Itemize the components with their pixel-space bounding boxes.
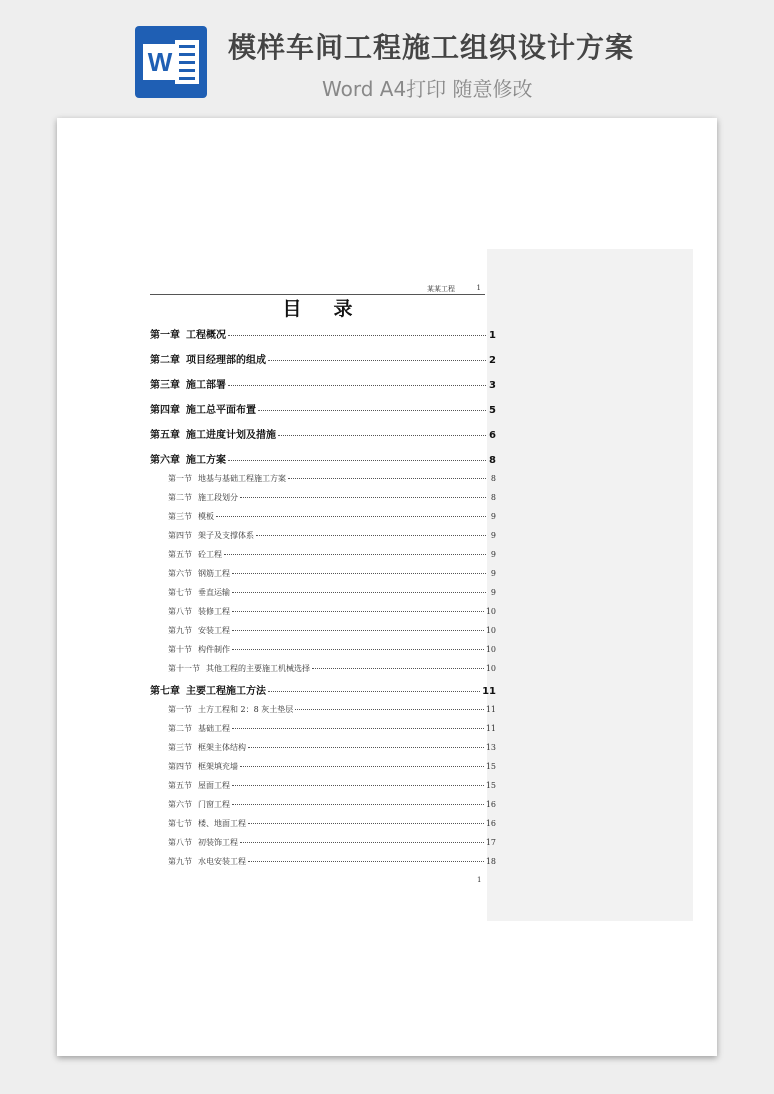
toc-leader-dots <box>232 728 484 729</box>
toc-leader-dots <box>240 497 486 498</box>
toc-entry-page: 8 <box>489 455 496 466</box>
toc-entry-number: 第五章 <box>150 430 180 441</box>
toc-entry-page: 11 <box>485 724 496 733</box>
toc-entry-page: 11 <box>482 686 496 697</box>
toc-chapter-entry[interactable] <box>150 326 496 341</box>
toc-entry-title: 基础工程 <box>198 724 230 733</box>
toc-section-entry[interactable] <box>168 818 496 829</box>
toc-entry-page: 10 <box>485 645 496 654</box>
toc-entry-title: 地基与基础工程施工方案 <box>198 474 286 483</box>
toc-leader-dots <box>240 842 484 843</box>
toc-entry-page: 17 <box>485 838 496 847</box>
toc-entry-number: 第六节 <box>168 800 192 809</box>
toc-entry-number: 第八节 <box>168 607 192 616</box>
toc-chapter-entry[interactable] <box>150 351 496 366</box>
toc-leader-dots <box>216 516 486 517</box>
toc-entry-number: 第四章 <box>150 405 180 416</box>
toc-entry-page: 3 <box>489 380 496 391</box>
toc-entry-page: 15 <box>485 781 496 790</box>
toc-entry-page: 9 <box>490 531 496 540</box>
toc-entry-title: 土方工程和 2：8 灰土垫层 <box>198 705 294 714</box>
toc-section-entry[interactable] <box>168 780 496 791</box>
toc-section-entry[interactable] <box>168 587 496 598</box>
document-lines-graphic <box>175 40 199 84</box>
toc-section-entry[interactable] <box>168 856 496 867</box>
toc-entry-title: 施工方案 <box>186 455 226 466</box>
toc-leader-dots <box>288 478 486 479</box>
toc-entry-page: 6 <box>489 430 496 441</box>
toc-entry-number: 第一节 <box>168 705 192 714</box>
toc-entry-number: 第九节 <box>168 626 192 635</box>
toc-leader-dots <box>256 535 486 536</box>
toc-leader-dots <box>228 335 486 336</box>
running-header-page: 1 <box>476 284 481 292</box>
toc-leader-dots <box>232 804 484 805</box>
toc-section-entry[interactable] <box>168 511 496 522</box>
toc-entry-page: 10 <box>485 626 496 635</box>
toc-entry-page: 16 <box>485 819 496 828</box>
toc-chapter-entry[interactable] <box>150 682 496 697</box>
toc-entry-number: 第十节 <box>168 645 192 654</box>
toc-title-char: 录 <box>333 298 353 320</box>
toc-entry-title: 主要工程施工方法 <box>186 686 266 697</box>
toc-entry-page: 2 <box>489 355 496 366</box>
toc-entry-title: 施工总平面布置 <box>186 405 256 416</box>
toc-section-entry[interactable] <box>168 761 496 772</box>
toc-entry-title: 砼工程 <box>198 550 222 559</box>
toc-section-entry[interactable] <box>168 492 496 503</box>
toc-leader-dots <box>268 360 486 361</box>
toc-leader-dots <box>248 747 484 748</box>
toc-entry-title: 构件制作 <box>198 645 230 654</box>
toc-leader-dots <box>232 573 486 574</box>
toc-chapter-entry[interactable] <box>150 401 496 416</box>
toc-entry-number: 第二节 <box>168 724 192 733</box>
toc-entry-title: 项目经理部的组成 <box>186 355 266 366</box>
toc-entry-number: 第三节 <box>168 743 192 752</box>
toc-leader-dots <box>248 861 484 862</box>
toc-entry-page: 8 <box>490 493 496 502</box>
toc-entry-number: 第二章 <box>150 355 180 366</box>
toc-entry-number: 第四节 <box>168 762 192 771</box>
toc-leader-dots <box>228 460 486 461</box>
page-title: 模样车间工程施工组织设计方案 <box>228 31 635 64</box>
toc-entry-title: 水电安装工程 <box>198 857 246 866</box>
toc-section-entry[interactable] <box>168 473 496 484</box>
toc-section-entry[interactable] <box>168 837 496 848</box>
toc-entry-title: 框架主体结构 <box>198 743 246 752</box>
toc-entry-title: 施工段划分 <box>198 493 238 502</box>
toc-section-entry[interactable] <box>168 625 496 636</box>
toc-entry-title: 施工进度计划及措施 <box>186 430 276 441</box>
toc-entry-number: 第五节 <box>168 781 192 790</box>
toc-entry-number: 第九节 <box>168 857 192 866</box>
toc-entry-title: 楼、地面工程 <box>198 819 246 828</box>
gray-side-panel <box>487 249 693 921</box>
toc-entry-number: 第五节 <box>168 550 192 559</box>
toc-leader-dots <box>312 668 484 669</box>
toc-entry-title: 屋面工程 <box>198 781 230 790</box>
toc-leader-dots <box>248 823 484 824</box>
toc-leader-dots <box>240 766 484 767</box>
toc-entry-title: 其他工程的主要施工机械选择 <box>206 664 310 673</box>
toc-entry-title: 模板 <box>198 512 214 521</box>
toc-leader-dots <box>232 649 484 650</box>
toc-entry-number: 第四节 <box>168 531 192 540</box>
toc-entry-page: 10 <box>485 607 496 616</box>
toc-entry-title: 框架填充墙 <box>198 762 238 771</box>
toc-entry-page: 16 <box>485 800 496 809</box>
toc-entry-title: 施工部署 <box>186 380 226 391</box>
toc-entry-number: 第七章 <box>150 686 180 697</box>
toc-leader-dots <box>232 611 484 612</box>
toc-entry-title: 安装工程 <box>198 626 230 635</box>
toc-entry-number: 第三节 <box>168 512 192 521</box>
toc-entry-number: 第七节 <box>168 588 192 597</box>
toc-entry-title: 初装饰工程 <box>198 838 238 847</box>
toc-entry-page: 9 <box>490 550 496 559</box>
toc-entry-number: 第一章 <box>150 330 180 341</box>
toc-leader-dots <box>228 385 486 386</box>
toc-entry-title: 架子及支撑体系 <box>198 531 254 540</box>
toc-section-entry[interactable] <box>168 704 496 715</box>
toc-entry-number: 第八节 <box>168 838 192 847</box>
toc-entry-page: 15 <box>485 762 496 771</box>
toc-entry-page: 9 <box>490 512 496 521</box>
footer-page-number: 1 <box>477 876 482 884</box>
toc-section-entry[interactable] <box>168 530 496 541</box>
word-letter: W <box>143 44 177 80</box>
toc-entry-number: 第三章 <box>150 380 180 391</box>
toc-section-entry[interactable] <box>168 799 496 810</box>
toc-leader-dots <box>232 630 484 631</box>
toc-title <box>150 294 485 321</box>
toc-entry-page: 8 <box>490 474 496 483</box>
toc-entry-page: 5 <box>489 405 496 416</box>
toc-entry-number: 第六节 <box>168 569 192 578</box>
toc-leader-dots <box>295 709 484 710</box>
toc-entry-page: 9 <box>490 588 496 597</box>
toc-entry-page: 9 <box>490 569 496 578</box>
toc-entry-title: 装修工程 <box>198 607 230 616</box>
toc-section-entry[interactable] <box>168 606 496 617</box>
toc-title-char: 目 <box>282 298 302 320</box>
running-header-text: 某某工程 <box>427 285 455 293</box>
toc-entry-page: 10 <box>485 664 496 673</box>
toc-entry-title: 工程概况 <box>186 330 226 341</box>
toc-leader-dots <box>268 691 480 692</box>
toc-leader-dots <box>224 554 486 555</box>
toc-chapter-entry[interactable] <box>150 451 496 466</box>
toc-section-entry[interactable] <box>168 549 496 560</box>
document-page <box>57 118 717 1056</box>
toc-section-entry[interactable] <box>168 663 496 674</box>
word-document-icon <box>135 26 207 98</box>
toc-chapter-entry[interactable] <box>150 426 496 441</box>
toc-leader-dots <box>232 785 484 786</box>
toc-leader-dots <box>232 592 486 593</box>
toc-entry-page: 18 <box>485 857 496 866</box>
toc-entry-page: 1 <box>489 330 496 341</box>
toc-entry-number: 第十一节 <box>168 664 200 673</box>
toc-entry-page: 13 <box>485 743 496 752</box>
toc-section-entry[interactable] <box>168 723 496 734</box>
toc-entry-number: 第一节 <box>168 474 192 483</box>
page-subtitle: Word A4打印 随意修改 <box>322 77 533 101</box>
toc-entry-page: 11 <box>485 705 496 714</box>
toc-leader-dots <box>278 435 486 436</box>
toc-chapter-entry[interactable] <box>150 376 496 391</box>
toc-entry-number: 第七节 <box>168 819 192 828</box>
toc-leader-dots <box>258 410 486 411</box>
toc-entry-number: 第二节 <box>168 493 192 502</box>
toc-section-entry[interactable] <box>168 568 496 579</box>
toc-section-entry[interactable] <box>168 742 496 753</box>
toc-section-entry[interactable] <box>168 644 496 655</box>
toc-entry-title: 垂直运输 <box>198 588 230 597</box>
toc-entry-title: 门窗工程 <box>198 800 230 809</box>
toc-entry-title: 钢筋工程 <box>198 569 230 578</box>
toc-entry-number: 第六章 <box>150 455 180 466</box>
